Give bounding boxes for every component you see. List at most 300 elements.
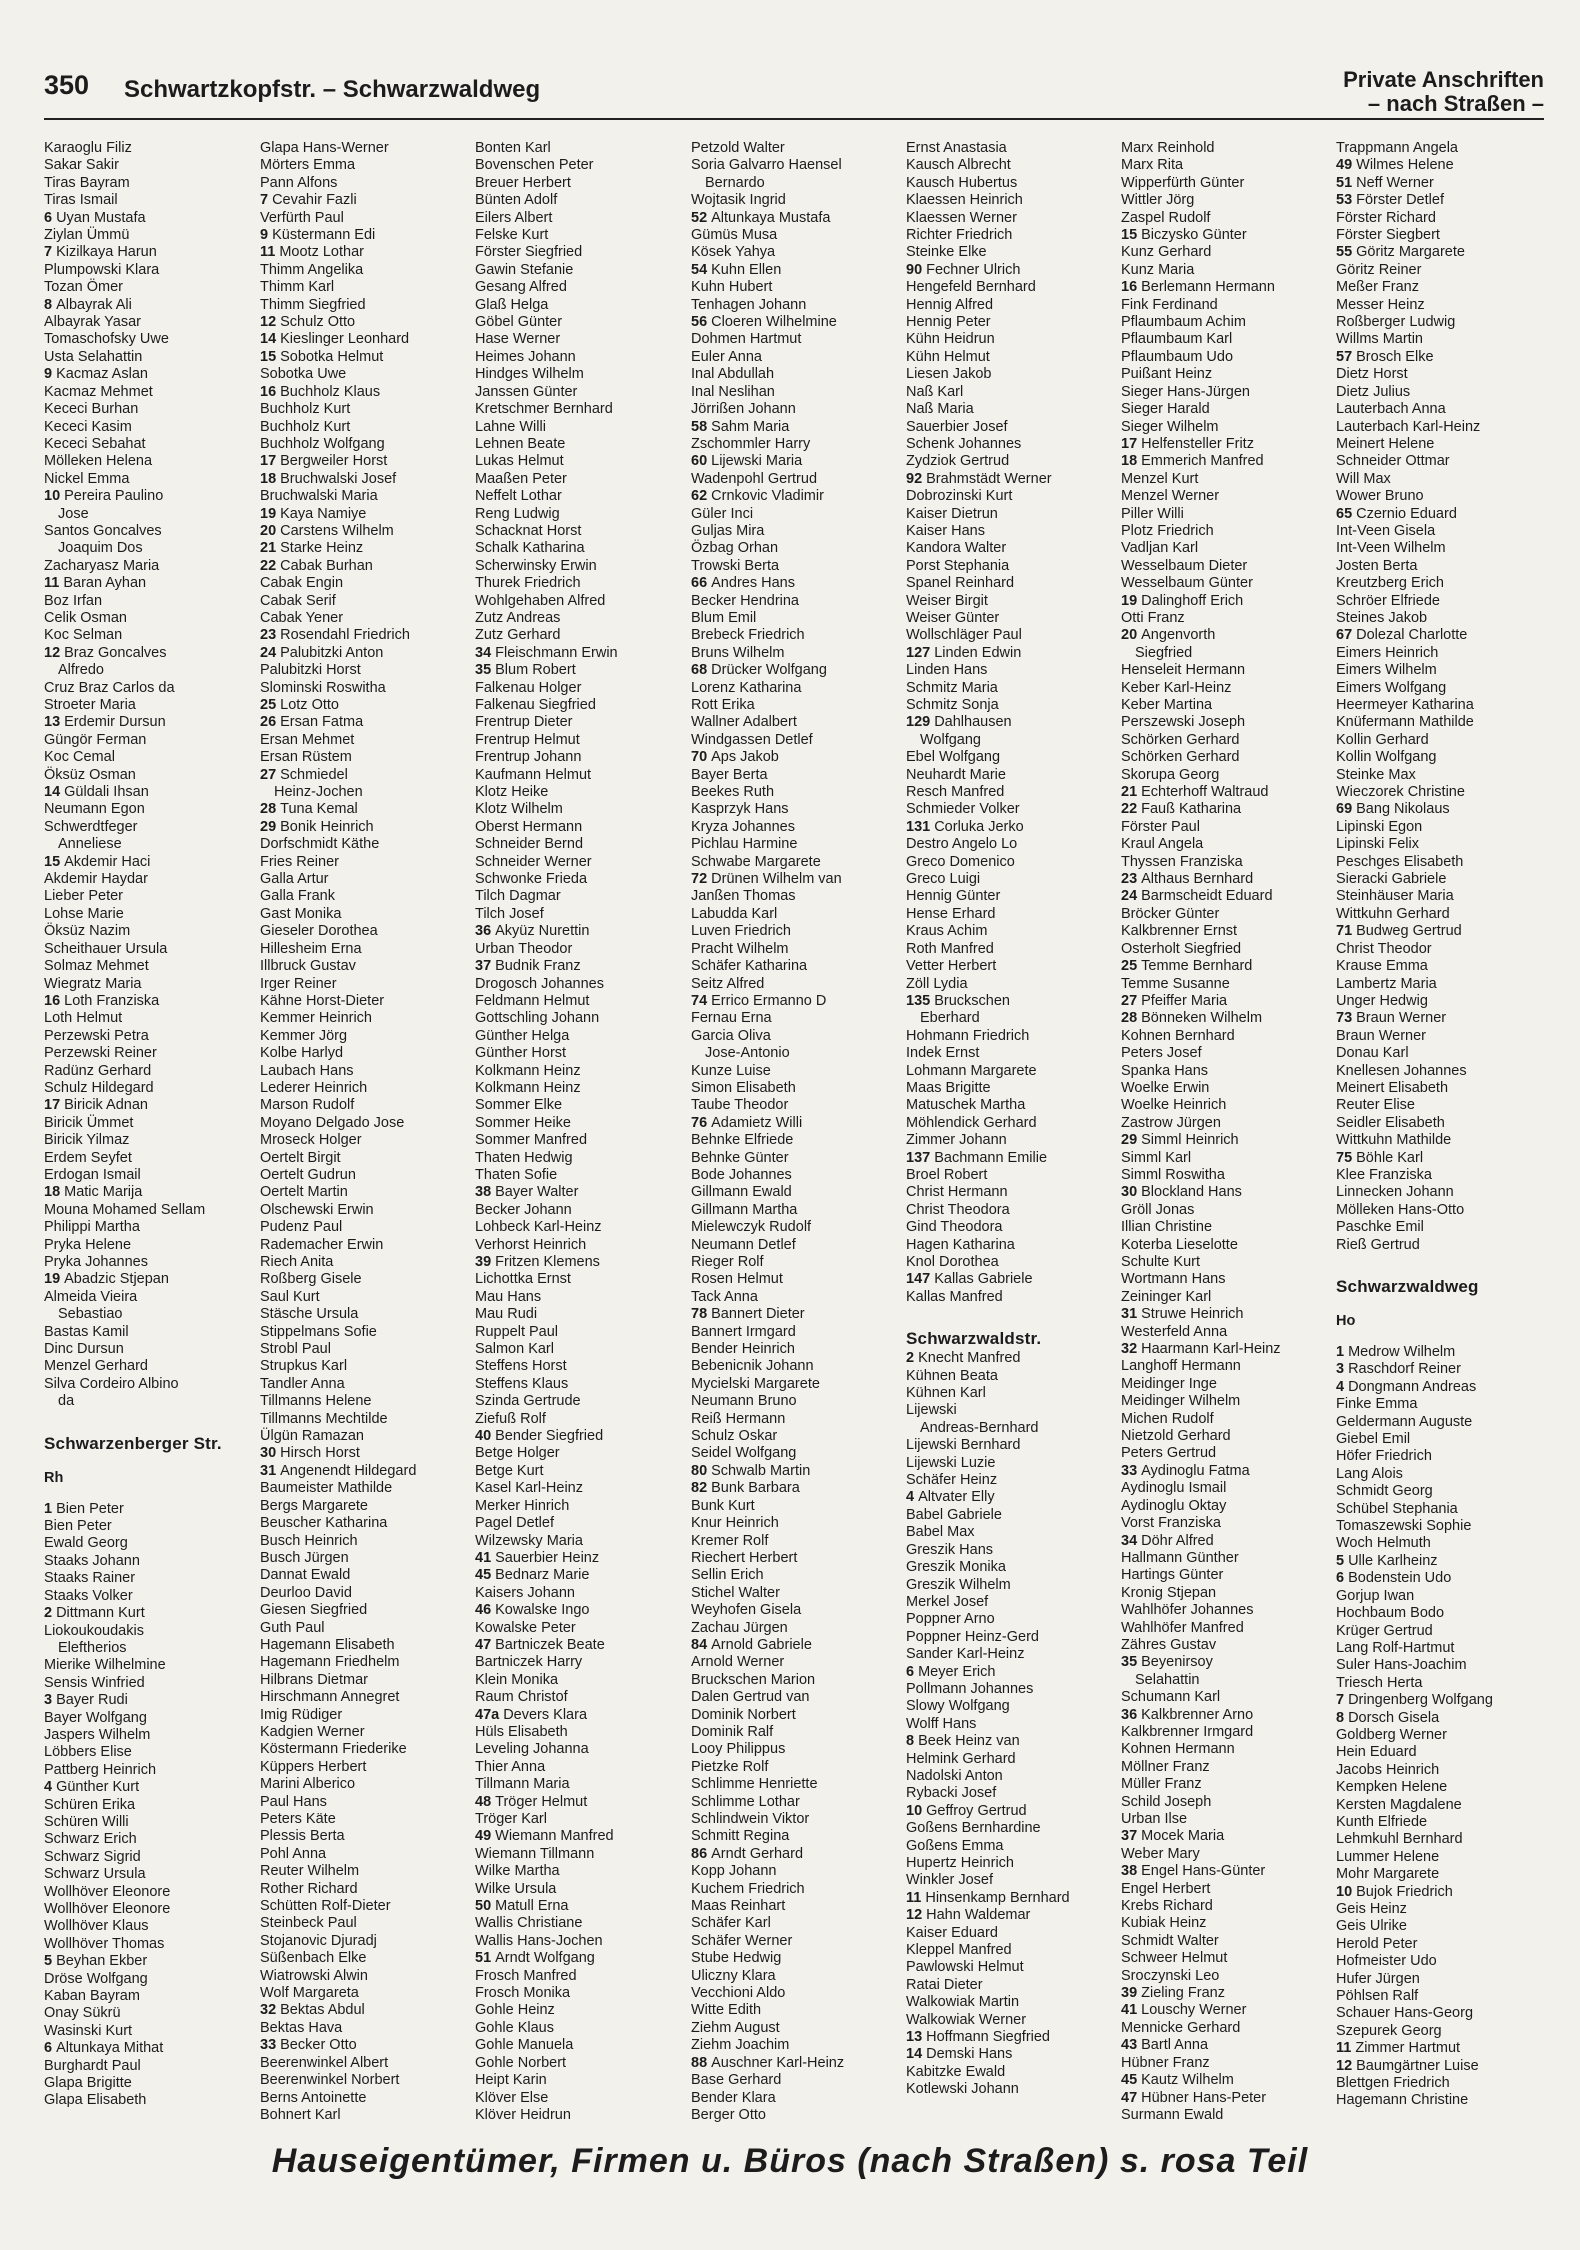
resident-entry [1336, 645, 1546, 662]
resident-name: Wiegratz Maria [44, 975, 142, 992]
resident-name: Zöll Lydia [906, 975, 968, 992]
resident-entry [475, 1237, 685, 1254]
house-number: 32 [1121, 1341, 1138, 1358]
resident-entry [1121, 262, 1331, 279]
resident-entry [475, 558, 685, 575]
resident-entry [691, 2107, 901, 2124]
resident-name: Bektas Hava [260, 2019, 343, 2036]
resident-entry [906, 210, 1116, 227]
resident-entry [475, 697, 685, 714]
resident-name: Schmidt Walter [1121, 1932, 1219, 1949]
resident-name: Betge Holger [475, 1445, 560, 1462]
resident-entry [44, 558, 254, 575]
resident-entry [1336, 210, 1546, 227]
house-number: 10 [906, 1802, 923, 1819]
resident-entry [44, 1501, 254, 1518]
resident-name: Peters Käte [260, 1811, 336, 1827]
resident-name: Josten Berta [1336, 557, 1418, 574]
resident-name: Ersan Mehmet [260, 731, 355, 748]
resident-entry [906, 1855, 1116, 1872]
resident-entry [44, 2075, 254, 2092]
resident-entry [1121, 349, 1331, 366]
house-number: 13 [44, 714, 61, 731]
resident-name: Braun Werner [1336, 1027, 1426, 1044]
resident-entry [906, 836, 1116, 853]
resident-entry [1336, 1518, 1546, 1535]
resident-name: Kandora Walter [906, 540, 1007, 557]
house-number: 11 [906, 1889, 922, 1906]
resident-name: Bönneken Wilhelm [1141, 1010, 1263, 1027]
resident-name: Zschommler Harry [691, 435, 811, 452]
resident-name: Kautz Wilhelm [1141, 2072, 1234, 2089]
house-number: 25 [260, 697, 277, 713]
resident-name: Corluka Jerko [934, 818, 1024, 835]
resident-name: Kollin Gerhard [1336, 731, 1429, 748]
resident-entry [1336, 697, 1546, 714]
resident-entry [260, 1115, 470, 1132]
resident-entry [691, 1289, 901, 1306]
resident-entry [1336, 2040, 1546, 2057]
resident-name: Plumpowski Klara [44, 261, 160, 278]
resident-entry [691, 1689, 901, 1706]
resident-name: Finke Emma [1336, 1396, 1418, 1413]
resident-entry [906, 1289, 1116, 1306]
resident-entry [475, 1271, 685, 1288]
resident-entry [691, 1794, 901, 1811]
header-divider [44, 118, 1544, 120]
resident-entry [1121, 941, 1331, 958]
resident-entry [1336, 419, 1546, 436]
resident-entry [44, 610, 254, 627]
resident-name: Wilke Martha [475, 1863, 560, 1880]
house-number: 1 [1336, 1344, 1345, 1360]
resident-name: Laubach Hans [260, 1062, 354, 1079]
resident-entry [44, 1028, 254, 1045]
resident-name: Moyano Delgado Jose [260, 1114, 405, 1131]
resident-entry [691, 1393, 901, 1410]
entry-continuation [1121, 645, 1331, 662]
resident-name: Falkenau Siegfried [475, 697, 596, 713]
resident-entry [260, 558, 470, 575]
resident-entry [475, 262, 685, 279]
house-number: 16 [260, 383, 277, 400]
resident-entry [1336, 349, 1546, 366]
resident-entry [691, 262, 901, 279]
house-number: 39 [1121, 1985, 1138, 2002]
house-number: 7 [260, 192, 269, 209]
house-number: 15 [260, 348, 277, 365]
resident-name: Leveling Johanna [475, 1741, 589, 1758]
resident-name: Linden Hans [906, 662, 988, 679]
house-number: 25 [1121, 958, 1138, 975]
resident-entry [475, 680, 685, 697]
resident-entry [475, 1724, 685, 1741]
resident-name: Messer Heinz [1336, 296, 1425, 313]
resident-name: Hohmann Friedrich [906, 1027, 1030, 1044]
resident-name: Glapa Hans-Werner [260, 140, 389, 156]
resident-name: Feldmann Helmut [475, 992, 590, 1009]
resident-entry [260, 1324, 470, 1341]
resident-entry [691, 210, 901, 227]
resident-name: Bender Klara [691, 2089, 776, 2106]
resident-entry [906, 906, 1116, 923]
resident-entry [1121, 697, 1331, 714]
house-number: 21 [260, 540, 277, 557]
resident-name: Bröcker Günter [1121, 905, 1220, 922]
resident-name: Klotz Heike [475, 784, 549, 801]
resident-entry [1336, 680, 1546, 697]
resident-name: Günther Horst [475, 1045, 567, 1062]
resident-entry [1336, 1344, 1546, 1361]
entry-continuation [260, 784, 470, 801]
resident-entry [475, 1463, 685, 1480]
resident-entry [260, 1567, 470, 1584]
resident-name: Cevahir Fazli [272, 192, 357, 209]
directory-columns [44, 140, 1544, 2123]
resident-entry [691, 349, 901, 366]
resident-entry [1121, 227, 1331, 244]
resident-name: Adamietz Willi [711, 1114, 803, 1131]
resident-entry [260, 2090, 470, 2107]
resident-entry [475, 157, 685, 174]
resident-entry [691, 819, 901, 836]
resident-entry [260, 1237, 470, 1254]
resident-name: Beyenirsoy [1141, 1654, 1213, 1671]
resident-entry [1121, 1915, 1331, 1932]
resident-entry [260, 1672, 470, 1689]
resident-name: Willms Martin [1336, 331, 1423, 348]
resident-name: Christ Theodora [906, 1201, 1010, 1218]
resident-name: Behnke Elfriede [691, 1132, 794, 1149]
resident-name: Bergweiler Horst [280, 453, 388, 470]
resident-name: Neuhardt Marie [906, 766, 1006, 783]
resident-name: Starke Heinz [280, 540, 364, 557]
resident-name: Weiser Günter [906, 609, 1000, 626]
resident-name: Richter Friedrich [906, 227, 1013, 244]
resident-name: Lambertz Maria [1336, 975, 1437, 992]
resident-name: Kacmaz Mehmet [44, 383, 153, 400]
resident-name: Krause Emma [1336, 958, 1428, 975]
resident-name: Ulle Karlheinz [1348, 1552, 1438, 1569]
resident-name: Galla Artur [260, 871, 329, 888]
house-number: 7 [1336, 1692, 1345, 1709]
resident-name: Frosch Monika [475, 1985, 571, 2002]
resident-entry [1121, 1863, 1331, 1880]
resident-entry [260, 1637, 470, 1654]
resident-name: Meidinger Inge [1121, 1375, 1217, 1392]
resident-name: Plessis Berta [260, 1828, 345, 1845]
resident-name: Lijewski Maria [711, 453, 803, 470]
resident-entry [906, 1768, 1116, 1785]
resident-entry [260, 192, 470, 209]
resident-name: Rieß Gertrud [1336, 1236, 1420, 1253]
resident-entry [475, 349, 685, 366]
resident-name: Zastrow Jürgen [1121, 1114, 1221, 1131]
resident-entry [475, 1915, 685, 1932]
resident-name: Stojanovic Djuradj [260, 1932, 377, 1949]
resident-name: Engel Hans-Günter [1141, 1863, 1266, 1880]
resident-entry [691, 1985, 901, 2002]
resident-entry [44, 2023, 254, 2040]
resident-entry [691, 871, 901, 888]
resident-name: Sellin Erich [691, 1567, 764, 1584]
resident-name: Jacobs Heinrich [1336, 1761, 1440, 1778]
resident-name: Albayrak Ali [56, 296, 132, 313]
resident-name: Onay Sükrü [44, 2005, 121, 2022]
resident-entry [906, 1994, 1116, 2011]
resident-name: Gümüs Musa [691, 227, 778, 244]
resident-name: Dalen Gertrud van [691, 1689, 810, 1706]
resident-name: Janssen Günter [475, 383, 578, 400]
resident-name: Schulz Oskar [691, 1428, 778, 1445]
house-number: 33 [1121, 1462, 1138, 1479]
resident-entry [44, 244, 254, 261]
resident-entry [906, 349, 1116, 366]
resident-name: Woelke Heinrich [1121, 1097, 1227, 1114]
resident-name: Gohle Klaus [475, 2019, 554, 2036]
resident-name: Schmitt Regina [691, 1828, 790, 1845]
resident-entry [475, 1254, 685, 1271]
house-number: 27 [1121, 992, 1138, 1009]
resident-name: Mau Rudi [475, 1306, 538, 1323]
resident-entry [1336, 958, 1546, 975]
resident-entry [475, 1480, 685, 1497]
resident-name: Möhlendick Gerhard [906, 1114, 1037, 1131]
resident-entry [44, 749, 254, 766]
resident-name: Jörrißen Johann [691, 401, 796, 418]
resident-name: Kopp Johann [691, 1863, 777, 1880]
resident-entry [906, 1385, 1116, 1402]
resident-name: Wallner Adalbert [691, 714, 797, 731]
resident-name: Güngör Ferman [44, 731, 147, 748]
house-number: 34 [1121, 1532, 1138, 1549]
resident-entry [1336, 906, 1546, 923]
resident-name: Merkel Josef [906, 1593, 989, 1610]
resident-name: Greco Luigi [906, 871, 981, 888]
resident-entry [260, 366, 470, 383]
resident-entry [44, 1692, 254, 1709]
resident-entry [44, 1045, 254, 1062]
resident-entry [260, 1585, 470, 1602]
house-number: 14 [44, 784, 61, 801]
resident-name: Inal Abdullah [691, 366, 775, 383]
resident-name: Kuhn Hubert [691, 279, 773, 296]
resident-name: Busch Heinrich [260, 1532, 358, 1549]
resident-entry [906, 227, 1116, 244]
resident-name: Schalk Katharina [475, 540, 585, 557]
house-number: 86 [691, 1845, 708, 1862]
resident-name: Kraul Angela [1121, 836, 1204, 853]
resident-entry [44, 1901, 254, 1918]
resident-entry [691, 192, 901, 209]
resident-entry [691, 1271, 901, 1288]
resident-entry [691, 593, 901, 610]
resident-name: Bannert Irmgard [691, 1323, 796, 1340]
resident-entry [44, 1744, 254, 1761]
resident-name: Schäfer Karl [691, 1915, 771, 1932]
resident-name: Demski Hans [926, 2046, 1013, 2063]
house-number: 12 [1336, 2057, 1353, 2074]
resident-entry [1336, 976, 1546, 993]
resident-name: Hirsch Horst [280, 1445, 360, 1462]
resident-name: Almeida Vieira [44, 1288, 138, 1305]
resident-entry [1121, 1620, 1331, 1637]
resident-entry [260, 1045, 470, 1062]
resident-entry [1121, 366, 1331, 383]
resident-entry [475, 645, 685, 662]
resident-name: Simon Elisabeth [691, 1079, 796, 1096]
resident-name: Erdogan Ismail [44, 1166, 141, 1183]
resident-entry [906, 279, 1116, 296]
resident-name: Soria Galvarro Haensel [691, 157, 842, 174]
resident-entry [260, 767, 470, 784]
resident-entry [260, 575, 470, 592]
resident-entry [1336, 593, 1546, 610]
resident-entry [260, 1707, 470, 1724]
resident-entry [260, 331, 470, 348]
resident-name: Wallis Christiane [475, 1915, 583, 1932]
resident-name: Mootz Lothar [279, 244, 364, 261]
resident-entry [906, 1115, 1116, 1132]
resident-name: Piller Willi [1121, 505, 1184, 522]
resident-entry [475, 1028, 685, 1045]
resident-entry [1121, 1550, 1331, 1567]
resident-entry [1121, 331, 1331, 348]
resident-name: Gillmann Ewald [691, 1184, 792, 1201]
resident-name: Kizilkaya Harun [56, 244, 157, 261]
resident-name: Tillmanns Helene [260, 1393, 372, 1410]
resident-name: Klöver Else [475, 2089, 549, 2106]
resident-entry [260, 227, 470, 244]
resident-name: Marini Alberico [260, 1776, 356, 1793]
resident-name: Tiras Bayram [44, 174, 130, 191]
resident-entry [44, 645, 254, 662]
house-number: 29 [1121, 1132, 1138, 1149]
resident-name: Arndt Wolfgang [495, 1950, 595, 1967]
resident-entry [260, 1393, 470, 1410]
resident-name: Rademacher Erwin [260, 1236, 384, 1253]
resident-entry [475, 1881, 685, 1898]
resident-entry [691, 314, 901, 331]
resident-entry [906, 680, 1116, 697]
resident-entry [260, 1080, 470, 1097]
resident-name: Koc Selman [44, 627, 123, 644]
resident-entry [691, 1254, 901, 1271]
resident-entry [906, 314, 1116, 331]
resident-name: Kalkbrenner Ernst [1121, 923, 1238, 940]
resident-name: Weyhofen Gisela [691, 1602, 802, 1619]
resident-name: Bender Siegfried [495, 1428, 604, 1445]
resident-name: Bayer Berta [691, 766, 768, 783]
resident-name: Öksüz Nazim [44, 923, 131, 940]
resident-name: Linnecken Johann [1336, 1184, 1454, 1201]
house-number: 8 [906, 1733, 915, 1750]
resident-name: Erdemir Dursun [64, 714, 166, 731]
resident-entry [44, 1167, 254, 1184]
resident-entry [1121, 1045, 1331, 1062]
resident-entry [44, 1010, 254, 1027]
resident-entry [44, 2058, 254, 2075]
resident-name: Kohnen Hermann [1121, 1741, 1235, 1758]
resident-name: Burghardt Paul [44, 2057, 141, 2074]
house-number: 54 [691, 261, 708, 278]
resident-name: Celik Osman [44, 609, 127, 626]
resident-name: Schweer Helmut [1121, 1950, 1228, 1967]
resident-name: Lohmann Margarete [906, 1062, 1037, 1079]
resident-entry [906, 1063, 1116, 1080]
resident-entry [475, 1132, 685, 1149]
resident-name: Andres Hans [711, 575, 795, 592]
house-number: 17 [260, 453, 277, 470]
resident-name: Medrow Wilhelm [1348, 1344, 1456, 1360]
resident-entry [44, 1063, 254, 1080]
house-number: 17 [44, 1097, 61, 1114]
house-number: 88 [691, 2054, 708, 2071]
resident-name: Aydinoglu Fatma [1141, 1462, 1250, 1479]
resident-entry [44, 1623, 254, 1640]
resident-name: Sieger Harald [1121, 401, 1210, 418]
resident-name: Schwarz Sigrid [44, 1848, 141, 1865]
resident-entry [691, 1411, 901, 1428]
resident-entry [44, 1570, 254, 1587]
resident-name: Kausch Albrecht [906, 157, 1011, 174]
resident-entry [1121, 1881, 1331, 1898]
resident-entry [44, 1762, 254, 1779]
resident-name: Surmann Ewald [1121, 2106, 1224, 2123]
resident-entry [475, 2090, 685, 2107]
resident-entry [906, 749, 1116, 766]
resident-entry [260, 958, 470, 975]
resident-entry [260, 419, 470, 436]
resident-entry [1121, 1480, 1331, 1497]
resident-entry [691, 140, 901, 157]
resident-name: Joaquim Dos [58, 540, 143, 557]
resident-entry [1121, 210, 1331, 227]
resident-name: Liokoukoudakis [44, 1622, 144, 1639]
resident-entry [475, 1654, 685, 1671]
resident-name: Roßberger Ludwig [1336, 314, 1456, 331]
resident-name: Zutz Andreas [475, 609, 561, 626]
resident-name: Kacmaz Aslan [56, 366, 148, 383]
resident-entry [906, 1751, 1116, 1768]
resident-name: Simml Heinrich [1141, 1132, 1239, 1149]
resident-name: Klaessen Heinrich [906, 192, 1023, 209]
resident-name: Kaban Bayram [44, 1988, 140, 2005]
resident-name: Ratai Dieter [906, 1976, 983, 1993]
resident-entry [1336, 401, 1546, 418]
resident-entry [1121, 1463, 1331, 1480]
resident-entry [691, 1150, 901, 1167]
resident-entry [1336, 1466, 1546, 1483]
resident-entry [44, 366, 254, 383]
resident-name: Eilers Albert [475, 209, 553, 226]
resident-name: Urban Theodor [475, 940, 573, 957]
resident-name: Reiß Hermann [691, 1410, 786, 1427]
resident-name: Kempken Helene [1336, 1779, 1448, 1796]
resident-entry [906, 157, 1116, 174]
house-number: 69 [1336, 801, 1353, 818]
house-number: 12 [44, 644, 61, 661]
resident-entry [1121, 801, 1331, 818]
resident-entry [1336, 1396, 1546, 1413]
resident-name: Bektas Abdul [280, 2002, 365, 2019]
resident-entry [1336, 244, 1546, 261]
house-number: 18 [44, 1184, 61, 1201]
resident-entry [475, 923, 685, 940]
house-number: 37 [475, 958, 492, 975]
resident-name: Knüfermann Mathilde [1336, 714, 1474, 731]
resident-entry [260, 1776, 470, 1793]
